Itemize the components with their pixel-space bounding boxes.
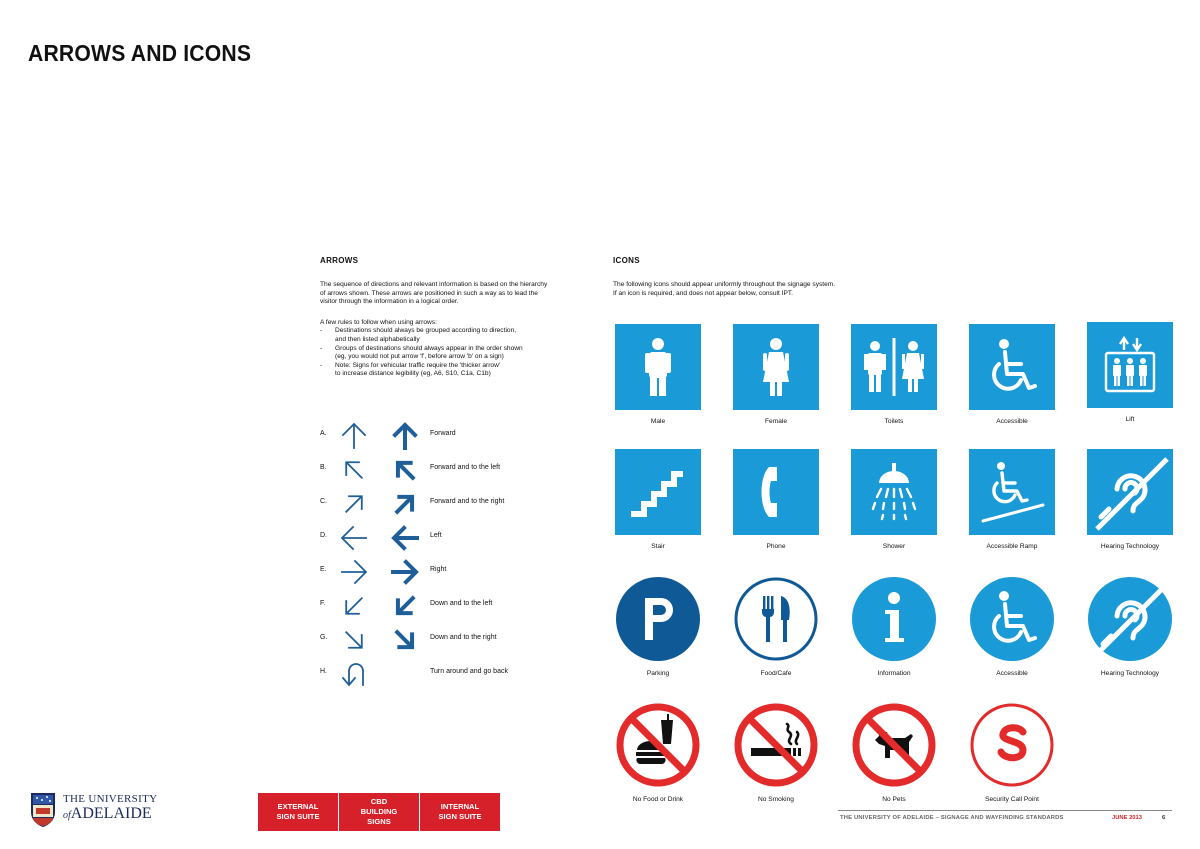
arrows-intro-line: visitor through the information in a logical order.	[320, 298, 459, 306]
icon-cell-hearing-technology	[1085, 449, 1175, 550]
icon-cell-parking	[613, 576, 703, 677]
tab-internal-sign-suite[interactable]	[420, 793, 500, 831]
icon-label: Food/Cafe	[760, 670, 792, 677]
icon-cell-food-cafe	[731, 576, 821, 677]
arrow-desc: Down and to the left	[430, 600, 493, 607]
icons-intro-line: If an icon is required, and does not appear below, consult IPT.	[613, 289, 793, 297]
information-icon	[851, 576, 937, 662]
tab-line: SIGN SUITE	[438, 812, 482, 821]
arrow-down-left-thick-icon	[390, 591, 420, 621]
arrow-row-left	[320, 523, 590, 553]
tab-line: CBD	[370, 797, 388, 806]
icons-section	[613, 256, 1183, 803]
arrow-letter: B.	[320, 464, 327, 471]
university-logo	[30, 788, 170, 834]
arrow-row-turn-around	[320, 659, 590, 689]
turn-around-icon	[339, 659, 369, 689]
arrow-desc: Forward	[430, 430, 456, 437]
arrows-intro	[320, 281, 590, 307]
arrow-desc: Right	[430, 566, 447, 573]
rule-item-cont: and then listed alphabetically	[335, 335, 420, 343]
rule-item: - Groups of destinations should always appear in the order shown	[320, 345, 590, 354]
arrow-down-right-thick-icon	[390, 625, 420, 655]
icon-label: Male	[650, 418, 666, 425]
arrow-left-thin-icon	[339, 523, 369, 553]
icon-cell-toilets	[849, 324, 939, 425]
logo-adelaide: ADELAIDE	[70, 805, 152, 822]
arrow-letter: E.	[320, 566, 327, 573]
shower-icon	[851, 449, 937, 535]
arrow-row-right	[320, 557, 590, 587]
toilets-icon	[851, 324, 937, 410]
wheelchair-icon	[969, 324, 1055, 410]
arrows-intro-line: of arrows shown. These arrows are positioned in such a way as to lead the	[320, 289, 538, 297]
arrow-row-forward-right	[320, 489, 590, 519]
arrow-desc: Left	[430, 532, 442, 539]
arrow-left-thick-icon	[390, 523, 420, 553]
arrow-row-down-left	[320, 591, 590, 621]
arrow-letter: D.	[320, 532, 327, 539]
no-food-drink-icon	[615, 702, 701, 788]
security-call-point-icon	[969, 702, 1055, 788]
tab-line: BUILDING	[360, 807, 398, 816]
icon-label: Lift	[1125, 416, 1135, 423]
page-number: 6	[1162, 815, 1166, 821]
hearing-loop-icon	[1087, 449, 1173, 535]
rule-item-cont: (eg, you would not put arrow 'f', before arrow 'b' on a sign)	[335, 353, 504, 361]
arrow-up-right-thick-icon	[390, 489, 420, 519]
arrow-letter: A.	[320, 430, 327, 437]
tab-external-sign-suite[interactable]	[258, 793, 339, 831]
logo-of: of	[63, 810, 71, 821]
arrows-intro-line: The sequence of directions and relevant information is based on the hierarchy	[320, 281, 548, 288]
arrow-up-left-thin-icon	[339, 455, 369, 485]
logo-text-bottom	[63, 805, 152, 823]
crest-icon	[30, 792, 56, 828]
arrow-row-forward	[320, 421, 590, 451]
rule-item-cont: to increase distance legibility (eg, A6, S10, C1a, C1b)	[335, 370, 491, 378]
icon-cell-shower	[849, 449, 939, 550]
food-cafe-icon	[733, 576, 819, 662]
icons-intro-line: The following icons should appear uniformly throughout the signage system.	[613, 281, 836, 288]
accessible-ramp-icon	[969, 449, 1055, 535]
icon-grid	[613, 256, 1183, 816]
icon-label: Toilets	[884, 418, 904, 425]
arrow-down-right-thin-icon	[339, 625, 369, 655]
arrow-up-left-thick-icon	[390, 455, 420, 485]
arrow-up-right-thin-icon	[339, 489, 369, 519]
icon-cell-accessible-round	[967, 576, 1057, 677]
icon-label: Accessible Ramp	[986, 543, 1038, 550]
icon-cell-no-smoking	[731, 702, 821, 803]
page-title: ARROWS AND ICONS	[28, 40, 252, 66]
wheelchair-round-icon	[969, 576, 1055, 662]
arrow-desc: Down and to the right	[430, 634, 497, 641]
tab-cbd-building-signs[interactable]	[339, 793, 420, 831]
lift-icon	[1087, 322, 1173, 408]
sign-suite-tabs	[258, 793, 500, 831]
arrow-up-thick-icon	[390, 421, 420, 451]
arrow-row-down-right	[320, 625, 590, 655]
icon-label: No Smoking	[758, 796, 794, 803]
icon-label: Stair	[651, 543, 665, 550]
icon-label: Accessible	[996, 670, 1028, 677]
arrow-desc: Turn around and go back	[430, 668, 508, 675]
phone-icon	[733, 449, 819, 535]
icon-label: Shower	[882, 543, 906, 550]
tab-line: INTERNAL	[440, 802, 480, 811]
footer-doc-title: THE UNIVERSITY OF ADELAIDE – SIGNAGE AND WAYFINDING STANDARDS	[840, 815, 1064, 821]
icon-cell-security-call-point	[967, 702, 1057, 803]
arrow-right-thick-icon	[390, 557, 420, 587]
icon-cell-information	[849, 576, 939, 677]
tab-line: SIGN SUITE	[276, 812, 320, 821]
arrows-rules-list	[320, 327, 590, 379]
arrow-row-forward-left	[320, 455, 590, 485]
arrow-up-thin-icon	[339, 421, 369, 451]
tab-line: EXTERNAL	[277, 802, 319, 811]
arrow-letter: H.	[320, 668, 327, 675]
arrow-right-thin-icon	[339, 557, 369, 587]
arrows-section	[320, 256, 590, 675]
icon-label: Phone	[766, 543, 786, 550]
arrow-letter: C.	[320, 498, 327, 505]
tab-line: SIGNS	[367, 817, 391, 826]
icon-label: Hearing Technology	[1100, 543, 1160, 550]
icon-label: No Pets	[882, 796, 906, 803]
female-icon	[733, 324, 819, 410]
arrow-letter: F.	[320, 600, 326, 607]
footer-date: JUNE 2013	[1112, 815, 1142, 821]
arrows-heading: ARROWS	[320, 256, 359, 265]
icon-label: Accessible	[996, 418, 1028, 425]
icon-cell-hearing-technology-round	[1085, 576, 1175, 677]
no-pets-icon	[851, 702, 937, 788]
rule-item: - Note: Signs for vehicular traffic require the 'thicker arrow'	[320, 362, 590, 371]
male-icon	[615, 324, 701, 410]
icons-heading: ICONS	[613, 256, 640, 265]
icon-label: Hearing Technology	[1100, 670, 1160, 677]
icon-cell-accessible-ramp	[967, 449, 1057, 550]
icon-cell-stair	[613, 449, 703, 550]
icon-label: Female	[765, 418, 787, 425]
icon-label: Security Call Point	[985, 796, 1039, 803]
arrow-desc: Forward and to the left	[430, 464, 501, 471]
stair-icon	[615, 449, 701, 535]
icon-label: Parking	[646, 670, 670, 677]
icon-cell-accessible	[967, 324, 1057, 425]
logo-text-top: THE UNIVERSITY	[63, 793, 158, 805]
icon-cell-no-pets	[849, 702, 939, 803]
arrow-desc: Forward and to the right	[430, 498, 505, 505]
no-smoking-icon	[733, 702, 819, 788]
footer-divider	[838, 810, 1172, 811]
icon-cell-lift	[1085, 322, 1175, 423]
arrows-rules-title: A few rules to follow when using arrows:	[320, 318, 437, 326]
rule-item: - Destinations should always be grouped according to direction,	[320, 327, 590, 336]
icon-cell-phone	[731, 449, 821, 550]
icon-cell-female	[731, 324, 821, 425]
parking-icon	[615, 576, 701, 662]
icon-cell-no-food-drink	[613, 702, 703, 803]
icon-label: Information	[877, 670, 911, 677]
arrow-down-left-thin-icon	[339, 591, 369, 621]
icon-cell-male	[613, 324, 703, 425]
arrow-letter: G.	[320, 634, 328, 641]
hearing-loop-round-icon	[1087, 576, 1173, 662]
icon-label: No Food or Drink	[632, 796, 684, 803]
